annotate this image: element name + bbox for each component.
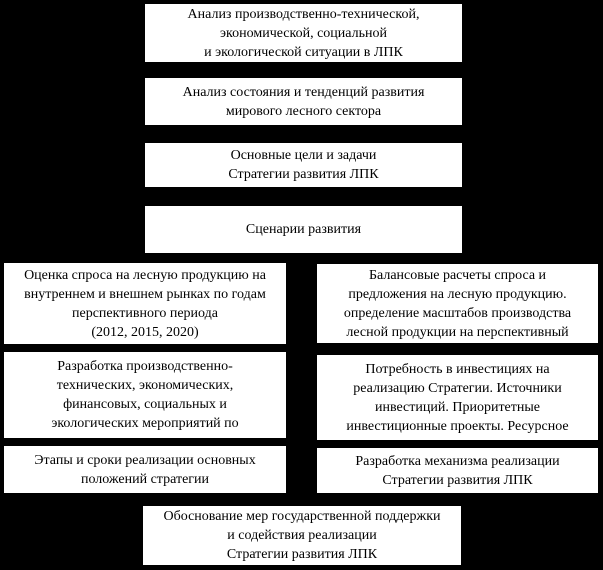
box-text-line: лесной продукции на перспективный [346, 324, 569, 340]
box-scenarios [145, 206, 462, 253]
box-text-line: Оценка спроса на лесную продукцию на [24, 267, 266, 283]
box-text-line: Разработка механизма реализации [355, 453, 560, 469]
box-text-line: внутреннем и внешнем рынках по годам [24, 286, 266, 302]
box-text-line: и экологической ситуации в ЛПК [204, 44, 403, 60]
box-investment-needs [317, 355, 598, 440]
box-text-line: Стратегии развития ЛПК [228, 167, 379, 182]
box-text-line: экологических мероприятий по [51, 416, 239, 431]
box-stages-timing [4, 446, 286, 493]
box-text-line: инвестиций. Приоритетные [374, 399, 541, 415]
box-text-line: технических, экономических, [56, 378, 234, 393]
box-text-line: экономической, социальной [220, 25, 387, 41]
box-measures-development [4, 352, 286, 438]
box-text-line: Анализ состояния и тенденций развития [182, 84, 425, 100]
box-text-line: Сценарии развития [245, 222, 362, 237]
box-text-line: определение масштабов производства [343, 305, 572, 321]
box-text-line: Этапы и сроки реализации основных [34, 452, 256, 468]
box-text-line: положений стратегии [80, 471, 210, 487]
box-text-line: мирового лесного сектора [225, 103, 382, 119]
box-demand-estimate [4, 263, 286, 344]
box-text-line: Обоснование мер государственной поддержки [163, 509, 441, 524]
box-text-line: Стратегии развития ЛПК [382, 472, 533, 488]
box-text-line: (2012, 2015, 2020) [91, 324, 199, 340]
box-implementation-mechanism [317, 448, 598, 493]
box-balance-calculations [317, 264, 598, 343]
box-text-line: Основные цели и задачи [230, 148, 377, 163]
box-text-line: инвестиционные проекты. Ресурсное [346, 418, 569, 434]
box-state-support [143, 506, 461, 565]
box-text-line: Потребность в инвестициях на [365, 361, 550, 377]
box-goals-objectives [145, 143, 462, 187]
box-analysis-situation [145, 4, 462, 62]
box-text-line: предложения на лесную продукцию. [348, 286, 567, 302]
box-text-line: реализацию Стратегии. Источники [353, 380, 562, 396]
box-text-line: Балансовые расчеты спроса и [368, 267, 547, 283]
box-text-line: финансовых, социальных и [63, 397, 227, 412]
box-text-line: перспективного периода [72, 305, 218, 321]
box-text-line: Разработка производственно- [57, 359, 233, 374]
box-text-line: Анализ производственно-технической, [187, 6, 420, 22]
box-text-line: Стратегии развития ЛПК [226, 547, 378, 562]
box-text-line: и содействия реализации [227, 528, 377, 543]
box-analysis-world-forest [145, 78, 462, 125]
